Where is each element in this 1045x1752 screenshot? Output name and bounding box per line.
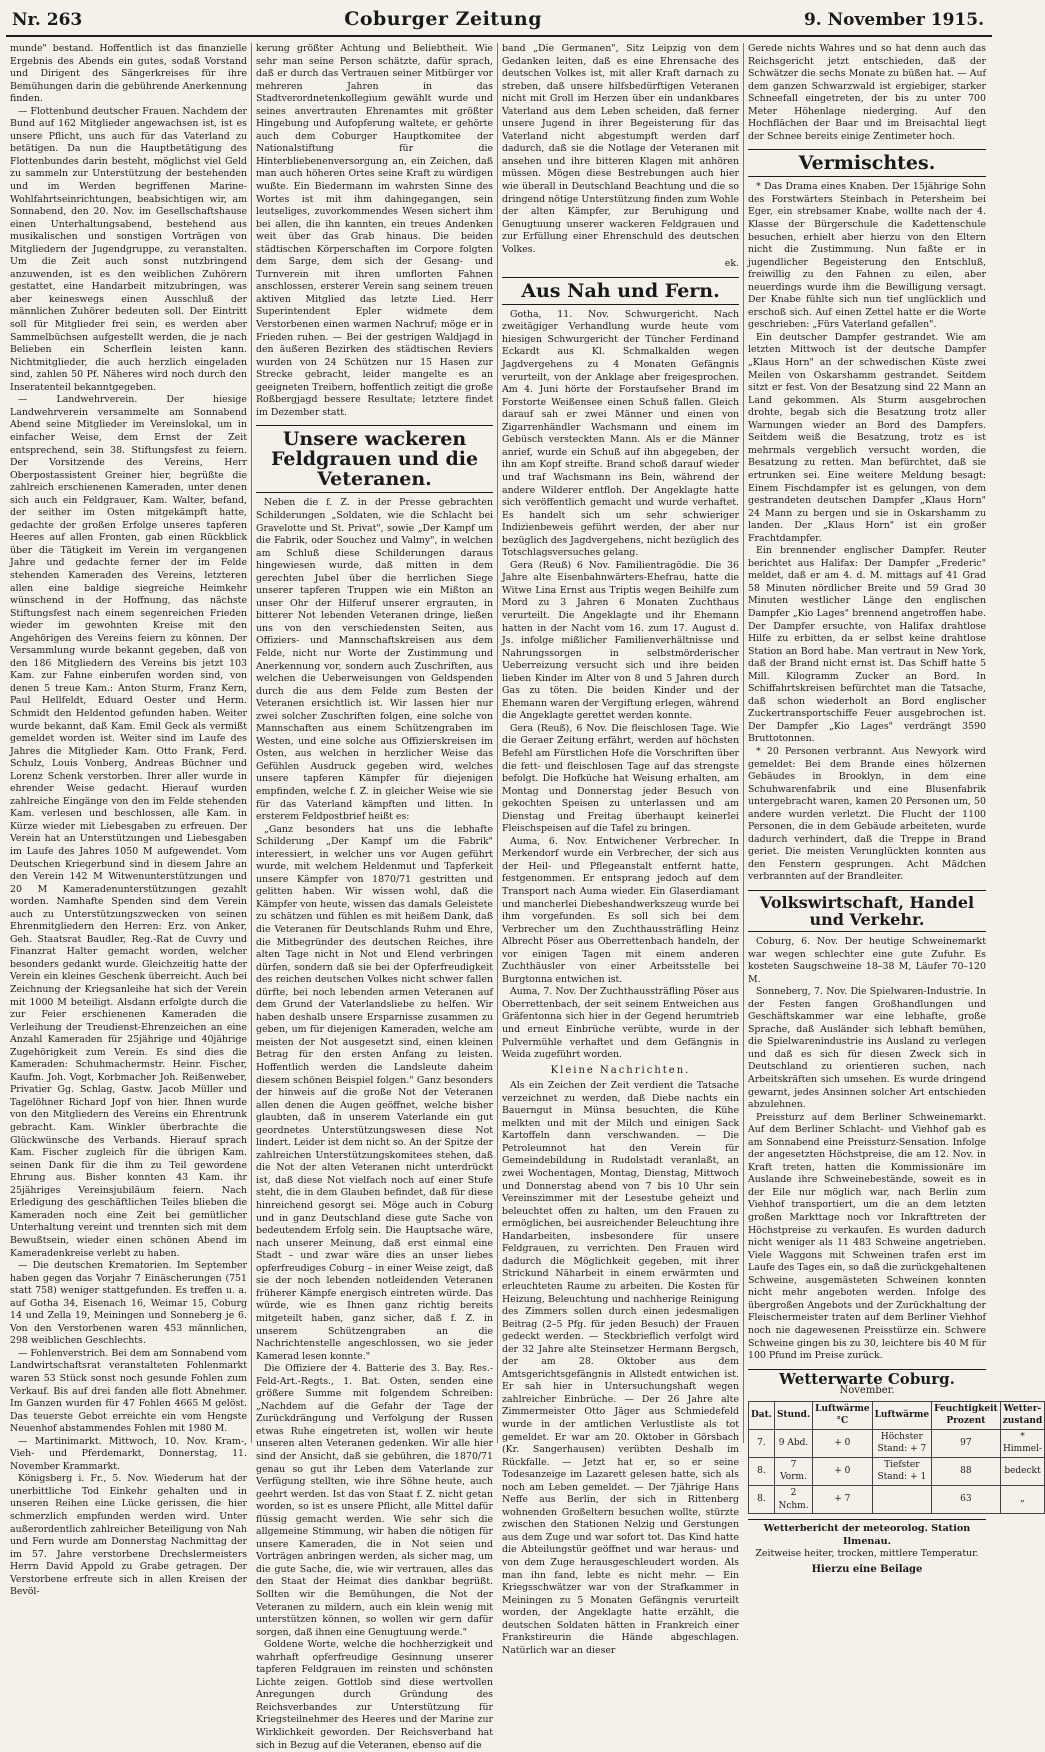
weather-month: November. (839, 1385, 895, 1397)
table-cell: 88 (932, 1457, 1001, 1485)
table-cell: bedeckt (1000, 1457, 1045, 1485)
paragraph: Ein brennender englischer Dampfer. Reuter berichtet aus Halifax: Der Dampfer „Frederic" meldet, daß er am 4. d. M. mittags auf 41 Grad 58 Minuten nördlicher Breite und 59 Grad 30 Minuten westlicher Länge den englischen Dampfer „Kio Lages" brennend angetroffen habe. Der Dampfer ersuchte, von Halifax drahtlose Hilfe zu erbitten, da er selbst keine drahtlose Station an Bord habe. Man vertraut in New York, daß der Brand nicht ernst ist. Das Schiff hatte 5 Mill. Kilogramm Zucker an Bord. In Schiffahrtskreisen befürchtet man die Tatsache, daß schon wiederholt an Bord englischer Zuckertransportschiffe Feuer ausgebrochen ist. Der Dampfer „Kio Lages" verdrängt 3590 Bruttotonnen. (748, 545, 986, 745)
paragraph: band „Die Germanen", Sitz Leipzig von dem Gedanken leiten, daß es eine Ehrensache des deutschen Volkes ist, mit aller Kraft darnach zu streben, daß unsere hilfsbedürftigen Veteranen nicht mit Groll im Herzen über ein undankbares Vaterland aus dem Leben scheiden, daß ferner unsere Jugend in ihrer Begeisterung für das Vaterland nicht abgestumpft werden darf dadurch, daß sie die Notlage der Veteranen mit ansehen und ihre bitteren Klagen mit anhören müssen. Mögen diese Bestrebungen auch hier wie überall in Deutschland Beachtung und die so dringend nötige Unterstützung finden zum Wohle der alten Kämpfer, zur Beruhigung und Genugtuung unserer wackeren Feldgrauen und zur Erfüllung einer Ehrenschuld des deutschen Volkes. (502, 43, 739, 255)
weather-header: Wetter-zustand (1000, 1401, 1045, 1429)
weather-header: Luftwärme °C (813, 1401, 872, 1429)
paragraph: „Ganz besonders hat uns die lebhafte Schilderung „Der Kampf um die Fabrik" interessiert, in welcher uns vor Augen geführt wurde, mit welchem Heldenmut und Tapferkeit unsere Kämpfer von 1870/71 gestritten und gelitten haben. Wir wissen wohl, daß die Kämpfer von heute, wissen das damals Geleistete zu schätzen und fühlen es mit heißem Dank, daß die Veteranen für Deutschlands Ruhm und Ehre, die Mitbegründer des deutschen Reiches, ihre alten Tage nicht in Not und Elend verbringen dürfen, sondern daß sie bei der Opferfreudigkeit des reichen deutschen Volkes nicht schwer fallen dürfte, bei noch lebenden armen Veteranen auf dem Grund der Vaterlandsliebe zu helfen. Wir haben deshalb unsere Ersparnisse zusammen zu geben, um für diejenigen Kameraden, welche am meisten der Not ausgesetzt sind, einen kleinen Betrag für den ersten Anfang zu leisten. Hoffentlich werden die Landsleute daheim diesem schönen Beispiel folgen." Ganz besonders der hinweis auf die große Not der Veteranen allen denen die Augen geöffnet, welche bisher glaubten, daß in unserem Vaterlande ein gut geordnetes Unterstützungswesen diese Not lindert. Leider ist dem nicht so. An der Spitze der zahlreichen Unterstützungskomitees stehen, daß die Not der alten Veteranen nicht unterdrückt ist, daß diese Not vielfach noch auf einer Stufe steht, die in dem Glauben befindet, daß für diese hinreichend gesorgt sei. Möge auch in Coburg und in ganz Deutschland diese gute Sache von bedeutendem Erfolg sein. Die Hauptsache wäre, nach unserer Meinung, daß erst einmal eine Stadt – und zwar wäre dies an unser liebes opferfreudiges Coburg – in einer Weise zeigt, daß sie der noch lebenden notleidenden Veteranen früherer Kämpfe energisch eintreten würde. Das würde, wie es Ihnen ganz richtig bereits mitgeteilt haben, ganz sicher, daß f. Z. in unserem Schützengraben an die Nachrichtenstelle angeschlossen, wo sie jeder Kamerad lesen konnte." (256, 823, 493, 1362)
table-cell: 2 Nchm. (774, 1485, 812, 1513)
paragraph: Gera (Reuß) 6 Nov. Familientragödie. Die 36 Jahre alte Eisenbahnwärters-Ehefrau, hatte die Witwe Lina Ernst aus Triptis wegen Beihilfe zum Mord zu 3 Jahren 6 Monaten Zuchthaus verurteilt. Die Angeklagte und ihr Ehemann hatten in der Nacht vom 16. zum 17. August d. Js. infolge mißlicher Familienverhältnisse und Nahrungssorgen in selbstmörderischer Ueberreizung versucht sich und ihre beiden lieben Kinder im Alter von 8 und 5 Jahren durch Gas zu töten. Die beiden Kinder und der Ehemann waren der Vergiftung erlegen, während die Angeklagte gerettet werden konnte. (502, 559, 739, 722)
table-cell: „ (1000, 1485, 1045, 1513)
columns (6, 43, 1043, 1751)
column-3 (498, 43, 744, 1656)
paragraph: Gotha, 11. Nov. Schwurgericht. Nach zweitägiger Verhandlung wurde heute vom hiesigen Schwurgericht der Tüncher Ferdinand Eckardt aus Kl. Schmalkalden wegen Jagdvergehens zu 4 Monaten Gefängnis verurteilt, von der Anklage aber freigesprochen. Am 4. Juni hörte der Forstaufseher Brand im Forstorte Weißensee einen Schuß fallen. Gleich darauf sah er zwei Männer und einen von Zigarrenhändler Wachsmann und einem im Gebüsch versteckten Mann. Als er die Männer anrief, wurde ein Schuß auf ihn abgegeben, der ihn am Kopf streifte. Brand schoß darauf wieder und traf Wachsmann ins Bein, während der andere Wilderer entfloh. Der Angeklagte hatte sich veröffentlich gemacht und wurde verhaftet. Es handelt sich um sehr schwieriger Indizienbeweis geführt werden, der aber nur bezüglich des Jagdvergehens, nicht bezüglich des Totschlagsversuches gelang. (502, 308, 739, 559)
column-4 (744, 43, 1043, 1575)
section-heading-volkswirtschaft: Volkswirtschaft, Handel und Verkehr. (748, 890, 986, 932)
paragraph: Königsberg i. Fr., 5. Nov. Wiederum hat der unerbittliche Tod Einkehr gehalten und in unseren Reihen eine Lücke gerissen, die hier schmerzlich empfunden werden wird. Unter außerordentlich zahlreicher Beteiligung von Nah und Fern wurde am Donnerstag Nachmittag der im 57. Jahre verstorbene Drechslermeisters Herrn David Appold zu Grabe getragen. Der Verstorbene erfreute sich in allen Kreisen der Bevöl- (10, 1473, 247, 1598)
table-cell: + 0 (813, 1457, 872, 1485)
weather-header: Dat. (749, 1401, 775, 1429)
weather-report-title: Wetterbericht der meteorolog. Station Ilmenau. (748, 1519, 986, 1548)
table-cell: Tiefster Stand: + 1 (872, 1457, 931, 1485)
issue-number: Nr. 263 (12, 10, 83, 30)
weather-header: Luftwärme (872, 1401, 931, 1429)
paragraph: Gerede nichts Wahres und so hat denn auch das Reichsgericht jetzt entschieden, daß der Schwätzer die sechs Monate zu büßen hat. — Auf dem ganzen Schwarzwald ist ergiebiger, starker Schneefall eingetreten, der bis zu unter 700 Meter Höhenlage niederging. Auf den Hochflächen der Baar und im Breisachtal liegt der Schnee bereits einige Zentimeter hoch. (748, 43, 986, 142)
paragraph: Auma, 6. Nov. Entwichener Verbrecher. In Merkendorf wurde ein Verbrecher, der sich aus der Heil- und Pflegeanstalt entfernt hatte, festgenommen. Er entsprang jedoch auf dem Transport nach Auma wieder. Ein Glaserdiamant und mancherlei Diebeshandwerkszeug wurde bei ihm vorgefunden. Es soll sich bei dem Verbrecher um den Zuchthaussträfling Heinz Albrecht Pöser aus Oberrettenbach handeln, der vor einigen Tagen mit einem anderen Zuchthäusler von einer Arbeitsstelle bei Burgtonna entwichen ist. (502, 835, 739, 985)
paragraph: Sonneberg, 7. Nov. Die Spielwaren-Industrie. In der Festen fangen Großhandlungen und Geschäftskammer war eine lebhafte, große Sprache, daß Ausländer sich lebhaft bemühen, die Spielwarenindustrie ins Ausland zu verlegen und daß es sich für diesen Zweck sich in Deutschland zu orientieren suchen, nach Arbeitskräften sich umsehen. Es wurde dringend gewarnt, jedes Ansinnen solcher Art entschieden abzulehnen. (748, 986, 986, 1111)
paragraph: — Die deutschen Krematorien. Im September haben gegen das Vorjahr 7 Einäscherungen (751 statt 758) weniger stattgefunden. Es treffen u. a. auf Gotha 34, Eisenach 16, Weimar 15, Coburg 14 und Zella 19, Meiningen und Sonneberg je 6. Von den Verstorbenen waren 453 männlichen, 298 weiblichen Geschlechts. (10, 1260, 247, 1347)
paragraph: Als ein Zeichen der Zeit verdient die Tatsache verzeichnet zu werden, daß Diebe nachts ein Bauerngut in Münsa besuchten, die Kühe melkten und mit der Milch und einigen Sack Kartoffeln dann verschwanden. — Die Petroleumnot hat den Verein für Gemeindebildung in Rudolstadt veranlaßt, an zwei Wochentagen, Montag, Dienstag, Mittwoch und Donnerstag abend von 7 bis 10 Uhr sein Vereinszimmer mit der Lesestube geheizt und beleuchtet offen zu halten, um den Frauen zu ermöglichen, bei ausreichender Beleuchtung ihre Handarbeiten, insbesondere für unsere Feldgrauen, zu verrichten. Den Frauen wird dadurch die Möglichkeit gegeben, mit ihrer Strickund Näharbeit in einem erwärmten und erleuchteten Raume zu arbeiten. Die Kosten für Heizung, Beleuchtung und nachherige Reinigung des Zimmers sollen durch einen jedesmaligen Beitrag (2–5 Pfg. für jeden Besuch) der Frauen gedeckt werden. — Steckbrieflich verfolgt wird der 32 Jahre alte Steinsetzer Hermann Bergsch, der am 28. Oktober aus dem Amtsgerichtsgefängnis in Allstedt entwichen ist. Er sah hier in Untersuchungshaft wegen zahlreicher Einbrüche. — Der 26 Jahre alte Zimmermeister Otto Jäger aus Schmiedefeld wurde in der amtlichen Verlustliste als tot gemeldet. Er war am 20. Oktober in Görsbach (Kr. Sangerhausen) verübten Deshalb im Rückfalle. — Jetzt hat er, so er seine Todesanzeige im Lazarett gelesen hatte, sich als noch am Leben gemeldet. — Der 7jährige Hans Neffe aus Berlin, der sich in Rittenberg wohnenden Großeltern besuchen wollte, stürzte zwischen den Stationen Nelzig und Gerstungen aus dem Zuge und war sofort tot. Das Kind hatte die Abteilungstür geöffnet und war heraus- und von dem Zuge herausgeschleudert worden. Als man ihn fand, lebte es nicht mehr. — Ein Kriegsschwätzer war von der Strafkammer in Meiningen zu 5 Monaten Gefängnis verurteilt worden, der Angeklagte hatte erzählt, die deutschen Soldaten hätten in Frankreich einer Frankstireurin die Hände abgeschlagen. Natürlich war an dieser (502, 1080, 739, 1656)
weather-header: Feuchtigkeit Prozent (932, 1401, 1001, 1429)
paragraph: * 20 Personen verbrannt. Aus Newyork wird gemeldet: Bei dem Brande eines hölzernen Gebäudes in Brooklyn, in dem eine Schuhwarenfabrik und eine Blusenfabrik untergebracht waren, kamen 20 Personen um, 50 andere wurden verletzt. Die Flucht der 1100 Personen, die in dem Gebäude arbeiteten, wurde dadurch verhindert, daß die Treppe in Brand geriet. Die meisten Verunglückten konnten aus den Fenstern gesprungen. Acht Mädchen verbrannten auf der Brandleiter. (748, 745, 986, 883)
table-row (749, 1485, 1045, 1513)
table-row (749, 1429, 1045, 1457)
weather-report-text: Zeitweise heiter, trocken, mittlere Temperatur. (755, 1548, 979, 1560)
article-heading: Unsere wackeren Feldgrauen und die Veteranen. (256, 425, 493, 493)
paragraph: Auma, 7. Nov. Der Zuchthaussträfling Pöser aus Oberrettenbach, der seit seinem Entweichen aus Gräfentonna sich hier in der Gegend herumtrieb und erneut Einbrüche verübte, wurde in der Pulvermühle verhaftet und dem Gefängnis in Weida zugeführt worden. (502, 986, 739, 1061)
paragraph: — Fohlenverstrich. Bei dem am Sonnabend vom Landwirtschaftsrat veranstalteten Fohlenmarkt waren 53 Stück sonst noch gesunde Fohlen zum Verkauf. Bis auf drei fanden alle flott Abnehmer. Im Ganzen wurden für 47 Fohlen 4665 M gelöst. Das teuerste Gebot erreichte ein vom Hengste Neuenhof abstammendes Fohlen mit 1980 M. (10, 1347, 247, 1435)
paragraph: — Landwehrverein. Der hiesige Landwehrverein versammelte am Sonnabend Abend seine Mitglieder im Vereinslokal, um in einfacher Weise, dem Ernst der Zeit entsprechend, sein 38. Stiftungsfest zu feiern. Der Vorsitzende des Vereins, Herr Oberpostassistent Greiner hier, begrüßte die zahlreich erschienenen Kameraden, unter denen sich auch ein Feldgrauer, Kam. Walter, befand, der seither im Osten mitgekämpft hatte, gedachte der großen Erfolge unseres tapferen Heeres auf allen Fronten, gab einen Rückblick über die Tätigkeit im Verein im vergangenen Jahre und gedachte ferner der im Felde stehenden Kameraden des Vereins, letzteren allen eine baldige siegreiche Heimkehr wünschend in der Hoffnung, das nächste Stiftungsfest nach einem segenreichen Frieden wieder im gewohnten Kreise mit den Angehörigen des Vereins feiern zu können. Der Versammlung wurde bekannt gegeben, daß von den 186 Mitgliedern des Vereins bis jetzt 103 Kam. zur Fahne einberufen worden sind, von denen 5 treue Kam.: Anton Sturm, Franz Kern, Paul Hellfeldt, Eduard Oester und Herm. Schmidt den Heldentod gefunden haben. Weiter wurde bekannt, daß Kam. Emil Geck als vermißt gemeldet worden ist. Weiter sind im Laufe des Jahres die Mitglieder Kam. Otto Frank, Ferd. Schulz, Louis Vonberg, Andreas Büchner und Lorenz Schenk verstorben. Ihrer aller wurde in ehrender Weise gedacht. Hierauf wurden zahlreiche Eingänge von den im Felde stehenden Kam. verlesen und beschlossen, alle Kam. in Kürze wieder mit Liebesgaben zu erfreuen. Der Verein hat an Unterstützungen und Liebesgaben im Laufe des Jahres 1050 M aufgewendet. Vom Deutschen Kriegerbund sind in diesem Jahre an den Verein 142 M Witwenunterstützungen und 20 M Kameradenunterstützungen gezahlt worden. Namhafte Spenden sind dem Verein auch zu Unterstützungszwecken von seinen Ehrenmitgliedern den Herren: Erz. von Anker, Geh. Staatsrat Baudler, Reg.-Rat de Cuvry und Finanzrat Halter gemacht worden, welcher besonders gedankt wurde. Gleichzeitig hatte der Verein ein kleines Geschenk überreicht. Auch bei Zeichnung der Kriegsanleihe hat sich der Verein mit 1000 M beteiligt. Alsdann erfolgte durch die zur Feier erschienenen Kameraden die Verleihung der Treudienst-Ehrenzeichen an eine Anzahl Kameraden für 25jährige und 40jährige Zugehörigkeit zum Verein. Es sind dies die Kameraden: Schuhmachermstr. Heinr. Fischer, Kaufm. Joh. Vogt, Korbmacher Joh. Reißenweber, Privatier Gg. Schlag, Gastw. Jacob Müller und Tagelöhner Richard Jopf von hier. Ihnen wurde von den Mitgliedern des Vereins ein Ehrentrunk gebracht. Kam. Winkler überbrachte die Glückwünsche des Verbands. Hierauf sprach Kam. Fischer zugleich für die übrigen Kam. seinen Dank für die ihm zu Teil gewordene Ehrung aus. Bisher konnten 43 Kam. ihr 25jähriges Vereinsjubiläum feiern. Nach Erledigung des geschäftlichen Teiles blieben die Kameraden noch eine Zeit bei gemütlicher Unterhaltung vereint und trennten sich mit dem Bewußtsein, wieder einen schönen Abend im Kameradenkreise verlebt zu haben. (10, 394, 247, 1259)
weather-table (748, 1401, 1045, 1514)
paragraph: Coburg, 6. Nov. Der heutige Schweinemarkt war wegen schlechter eine gute Zufuhr. Es kosteten Saugschweine 18–38 M, Läufer 70–120 M. (748, 936, 986, 985)
paragraph: Neben die f. Z. in der Presse gebrachten Schilderungen „Soldaten, wie die Schlacht bei Gravelotte und St. Privat", sowie „Der Kampf um die Fabrik, oder Souchez und Valmy", in welchen am Schluß diese Schilderungen daraus hingewiesen wurde, daß mitten in dem gerechten Jubel über die herrlichen Siege unserer tapferen Truppen wie ein Mißton an unser Ohr der Hilferuf unserer ergrauten, in bitterer Not lebenden Veteranen dringe, ließen uns von den verschiedensten Seiten, aus Offiziers- und Mannschaftskreisen aus dem Felde, nicht nur Worte der Zustimmung und Anerkennung vor, sondern auch Zuschriften, aus welchen die Ueberweisungen von Geldspenden durch die aus dem Felde zum Besten der Veteranen ersichtlich ist. Wir lassen hier nur zwei solcher Zuschriften folgen, eine solche von Mannschaften aus einem Schützengraben im Westen, und eine solche aus Offizierskreisen im Osten, aus welchen in herzlicher Weise das Gefühlen Ausdruck gegeben wird, welches unsere tapferen Kämpfer für diejenigen empfinden, welche f. Z. in gleicher Weise wie sie für das Vaterland kämpften und litten. In ersterem Feldpostbrief heißt es: (256, 497, 493, 823)
paragraph: Gera (Reuß), 6 Nov. Die fleischlosen Tage. Wie die Geraer Zeitung erfährt, werden auf höchsten Befehl am Fürstlichen Hofe die Vorschriften über die fett- und fleischlosen Tage auf das strengste befolgt. Die Hofküche hat Weisung erhalten, am Montag und Donnerstag jeder Besuch von gekochten Speisen zu unterlassen und am Dienstag und Freitag überhaupt keinerlei Fleischspeisen auf die Tafel zu bringen. (502, 722, 739, 835)
weather-title: Wetterwarte Coburg. (748, 1369, 986, 1386)
masthead (6, 4, 992, 37)
column-2 (252, 43, 498, 1751)
section-heading-nah-fern: Aus Nah und Fern. (502, 277, 739, 305)
table-cell: 63 (932, 1485, 1001, 1513)
paragraph: munde" bestand. Hoffentlich ist das finanzielle Ergebnis des Abends ein gutes, sodaß Vorstand und Dirigent des Sängerkreises für ihre Bemühungen darin die gebührende Anerkennung finden. (10, 43, 247, 105)
table-row (749, 1457, 1045, 1485)
article-signature: ek. (724, 258, 739, 270)
paragraph: — Flottenbund deutscher Frauen. Nachdem der Bund auf 162 Mitglieder angewachsen ist, ist es unsere Pflicht, uns auch für das Vaterland zu betätigen. Da nun die Hauptbetätigung des Flottenbundes darin besteht, möglichst viel Geld zu sammeln zur Unterstützung der bestehenden und im Werden begriffenen Marine-Wohlfahrtseinrichtungen, beabsichtigen wir, am Sonnabend, den 20. Nov. im Gesellschaftshause einen Unterhaltungsabend, bestehend aus musikalischen und sonstigen Vorträgen von Mitgliedern der Jugendgruppe, zu veranstalten. Um die Zeit auch sonst nutzbringend anzuwenden, ist es den weiblichen Zuhörern gestattet, eine Handarbeit mitzubringen, was aber keineswegs einen Ausschluß der männlichen Zuhörer bedeuten soll. Der Eintritt soll für Mitglieder frei sein, es werden aber Sammelbüchsen aufgestellt werden, die je nach Belieben ein Scherflein leisten kann. Nichtmitglieder, die auch herzlich eingeladen sind, zahlen 50 Pf. Näheres wird noch durch den Inseratenteil bekanntgegeben. (10, 105, 247, 393)
table-cell: 97 (932, 1429, 1001, 1457)
issue-date: 9. November 1915. (803, 10, 984, 30)
table-cell: + 7 (813, 1485, 872, 1513)
table-cell: * Himmel- (1000, 1429, 1045, 1457)
table-cell: + 0 (813, 1429, 872, 1457)
supplement-note: Hierzu eine Beilage (811, 1563, 923, 1575)
paragraph: Ein deutscher Dampfer gestrandet. Wie am letzten Mittwoch ist der deutsche Dampfer „Klaus Horn" an der schwedischen Küste zwei Meilen von Oskarshamm gestrandet. Seitdem sitzt er fest. Von der Besatzung sind 22 Mann an Land gekommen. Als Sturm ausgebrochen drohte, begab sich die Besatzung trotz aller Warnungen wieder an Bord des Dampfers. Seitdem weiß die Besatzung, trotz es ist mehrmals vergeblich versucht worden, die Besatzung zu retten. Man befürchtet, daß sie ertrunken sei. Eine weitere Meldung besagt: Einem Fischdampfer ist es gelungen, von dem gestrandeten deutschen Dampfer „Klaus Horn" 24 Mann zu bergen und sie in Oskarshamm zu landen. Der „Klaus Horn" ist ein großer Frachtdampfer. (748, 331, 986, 544)
table-cell: 7 Vorm. (774, 1457, 812, 1485)
paragraph: Goldene Worte, welche die hochherzigkeit und wahrhaft opferfreudige Gesinnung unserer tapferen Feldgrauen im reinsten und schönsten Lichte zeigen. Gottlob sind diese wertvollen Anregungen durch Gründung des Reichsverbandes zur Unterstützung für Kriegsteilnehmer des Heeres und der Marine zur Wirklichkeit geworden. Der Reichsverband hat sich in Bezug auf die Veteranen, ebenso auf die (256, 1639, 493, 1751)
paragraph: kerung größter Achtung und Beliebtheit. Wie sehr man seine Person schätzte, dafür sprach, daß er durch das Vertrauen seiner Mitbürger vor mehreren Jahren in das Stadtverordnetenkollegium gewählt wurde und seines anvertrauten Ehrenamtes mit größter Hingebung und Aufopferung waltete, er gehörte auch dem Coburger Hauptkomitee der Nationalstiftung für die Hinterbliebenenversorgung an, ein Zeichen, daß man auch höheren Ortes seine Kraft zu würdigen wußte. Ein Biedermann im wahrsten Sinne des Wortes ist mit ihm dahingegangen, sein leutseliges, zuvorkommendes Wesen sichert ihm bei allen, die ihn kannten, ein treues Andenken weit über das Grab hinaus. Die beiden städtischen Körperschaften im Corpore folgten dem Sarge, dem sich der Gesang- und Turnverein mit ihren umflorten Fahnen anschlossen, ersterer Verein sang seinem treuen aktiven Mitglied das letzte Lied. Herr Superintendent Epler widmete dem Verstorbenen einen warmen Nachruf; möge er in Frieden ruhen. — Bei der gestrigen Waldjagd in den äußeren Bezirken des städtischen Reviers wurden von 24 Schützen nur 15 Hasen zur Strecke gebracht, leider mangelte es an geeigneten Treibern, hoffentlich zeitigt die große Roßbergjagd bessere Resultate; letztere findet im Dezember statt. (256, 43, 493, 418)
column-1 (6, 43, 252, 1598)
paragraph: Die Offiziere der 4. Batterie des 3. Bay. Res.-Feld-Art.-Regts., 1. Bat. Osten, senden eine größere Summe mit folgendem Schreiben: „Nachdem auf die Gefahr der Tage der Zurückdrängung und Verfolgung der Russen etwas Ruhe eingetreten ist, wollen wir heute unseren alten Veteranen gedenken. Wir alle hier sind der Ansicht, daß sie gebühren, die 1870/71 genau so gut ihr Leben dem Vaterlande zur Verfügung stellten, wie ihre Söhne heute, auch geehrt werden. Ist das von Staat f. Z. nicht getan worden, so ist es unsere Pflicht, alle Mittel dafür flüssig gemacht werden. Wie sehr sich die allgemeine Stimmung, wir haben die nötigen für unsere Kameraden, die in Not seien und Vorträgen anbringen werden, als sicher mag, um die gute Sache, die, wie wir vertrauen, alles das den Staat der Heimat dies dankbar begrüßt. Sollten wir die Bemühungen, die Not der Veteranen zu mildern, auch ein klein wenig mit unterstützen können, so wollen wir gern dafür sorgen, daß ihnen eine Genugtuung werde." (256, 1363, 493, 1638)
section-heading-vermischtes: Vermischtes. (748, 149, 986, 177)
table-cell: 7. (749, 1429, 775, 1457)
paragraph: * Das Drama eines Knaben. Der 15jährige Sohn des Forstwärters Steinbach in Petersheim bei Eger, ein strebsamer Knabe, wollte nach der 4. Klasse der Bürgerschule die Kadettenschule besuchen, erhielt aber hierzu von den Eltern nicht die Zustimmung. Nun faßte er in jugendlicher Begeisterung den Entschluß, freiwillig zu den Fahnen zu eilen, aber neuerdings wurde ihm die Bewilligung versagt. Der Knabe fühlte sich nun tief unglücklich und erschoß sich. Auf einen Zettel hatte er die Worte geschrieben: „Fürs Vaterland gefallen". (748, 181, 986, 331)
section-heading-kleine: Kleine Nachrichten. (550, 1064, 691, 1076)
table-cell: 8. (749, 1457, 775, 1485)
paragraph: Preissturz auf dem Berliner Schweinemarkt. Auf dem Berliner Schlacht- und Viehhof gab es am Sonnabend eine Preissturz-Sensation. Infolge der angesetzten Höchstpreise, die am 12. Nov. in Kraft treten, hatten die Kommissionäre im Auslande ihre Schweinebestände, soweit es in der Eile nur möglich war, nach Berlin zum Viehhof transportiert, um die an dem letzten großen Markttage noch vor Inkrafttreten der Höchstpreise zu verkaufen. Es wurden dadurch nicht weniger als 11 483 Schweine angetrieben. Viele Waggons mit Schweinen trafen erst im Laufe des Tages ein, so daß die zurückgehaltenen Schweine, ausgemästeten Schweinen konnten nicht mehr angeboten werden. Infolge des übergroßen Angebots und der Zurückhaltung der Fleischermeister traten auf dem Berliner Viehhof noch nie dagewesenen Preisstürze ein. Schwere Schweine gingen bis zu 30, leichtere bis 40 M für 100 Pfund im Preise zurück. (748, 1111, 986, 1362)
weather-header: Stund. (774, 1401, 812, 1429)
table-cell: 9 Abd. (774, 1429, 812, 1457)
table-cell (872, 1485, 931, 1513)
newspaper-title: Coburger Zeitung (344, 8, 542, 30)
paragraph: — Martinimarkt. Mittwoch, 10. Nov. Kram-, Vieh- und Pferdemarkt, Donnerstag, 11. November Krammarkt. (10, 1435, 247, 1472)
table-cell: 8. (749, 1485, 775, 1513)
table-cell: Höchster Stand: + 7 (872, 1429, 931, 1457)
